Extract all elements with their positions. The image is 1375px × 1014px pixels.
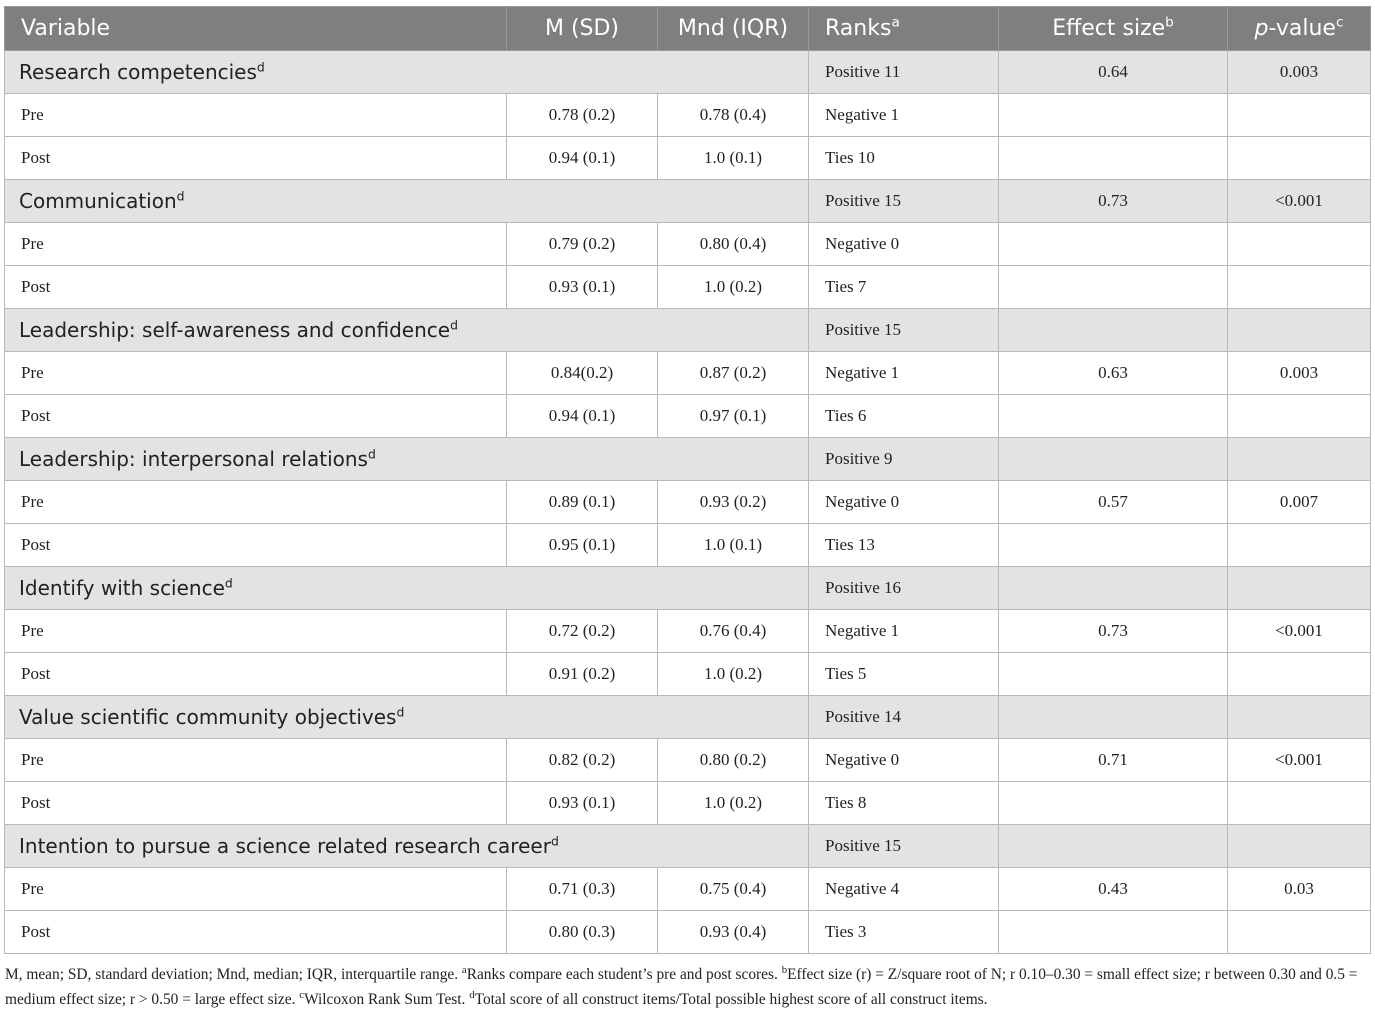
effect-size-cell [999, 438, 1228, 481]
mnd-iqr-cell: 0.93 (0.4) [658, 911, 809, 954]
m-sd-cell: 0.89 (0.1) [507, 481, 658, 524]
p-value-cell [1228, 94, 1371, 137]
group-label [5, 696, 809, 739]
group-label-text: Leadership: self-awareness and confidence [19, 318, 451, 342]
time-cell: Pre [5, 94, 507, 137]
time-cell: Post [5, 137, 507, 180]
effect-size-cell [999, 653, 1228, 696]
m-sd-cell: 0.78 (0.2) [507, 94, 658, 137]
table-row [5, 94, 1371, 137]
effect-size-cell [999, 309, 1228, 352]
group-row [5, 567, 1371, 610]
p-value-cell [1228, 825, 1371, 868]
time-cell: Pre [5, 352, 507, 395]
ranks-cell: Ties 8 [809, 782, 999, 825]
p-value-cell [1228, 911, 1371, 954]
group-label-text: Communication [19, 189, 177, 213]
p-value-cell [1228, 309, 1371, 352]
header-variable: Variable [5, 7, 507, 51]
footnote-marker: d [550, 833, 559, 849]
time-cell: Pre [5, 223, 507, 266]
group-label-text: Identify with science [19, 576, 225, 600]
ranks-cell: Negative 1 [809, 610, 999, 653]
table-row [5, 610, 1371, 653]
group-label [5, 309, 809, 352]
footnote-marker: d [176, 188, 185, 204]
group-label [5, 51, 809, 94]
p-value-cell: <0.001 [1228, 610, 1371, 653]
p-value-cell: 0.003 [1228, 51, 1371, 94]
p-value-cell [1228, 567, 1371, 610]
effect-size-cell: 0.57 [999, 481, 1228, 524]
group-row [5, 825, 1371, 868]
header-effect-size: Effect size$^b$ [999, 7, 1228, 51]
time-cell: Pre [5, 739, 507, 782]
table-row [5, 266, 1371, 309]
group-row [5, 309, 1371, 352]
header-m-sd: M (SD) [507, 7, 658, 51]
mnd-iqr-cell: 1.0 (0.2) [658, 266, 809, 309]
group-label-text: Value scientific community objectives [19, 705, 397, 729]
p-value-cell [1228, 653, 1371, 696]
p-value-cell [1228, 696, 1371, 739]
results-table-container [4, 6, 1370, 954]
effect-size-cell: 0.73 [999, 180, 1228, 223]
group-label-text: Research competencies [19, 60, 257, 84]
p-value-cell: 0.003 [1228, 352, 1371, 395]
effect-size-cell [999, 696, 1228, 739]
results-table [4, 6, 1371, 954]
group-label [5, 180, 809, 223]
header-mnd-iqr: Mnd (IQR) [658, 7, 809, 51]
table-row [5, 352, 1371, 395]
footnote-text: Effect size (r) = Z/square root of N; r 0.10–0.30 = small effect size; r between 0.30 and 0.5 = medium effect size; r > 0.50 = large effect size. [5, 966, 1358, 1008]
group-row [5, 180, 1371, 223]
m-sd-cell: 0.84(0.2) [507, 352, 658, 395]
m-sd-cell: 0.71 (0.3) [507, 868, 658, 911]
group-label-text: Leadership: interpersonal relations [19, 447, 368, 471]
ranks-cell: Positive 11 [809, 51, 999, 94]
p-value-cell: <0.001 [1228, 739, 1371, 782]
table-body [5, 51, 1371, 954]
ranks-cell: Positive 15 [809, 825, 999, 868]
table-row [5, 137, 1371, 180]
effect-size-cell: 0.43 [999, 868, 1228, 911]
m-sd-cell: 0.93 (0.1) [507, 266, 658, 309]
table-row [5, 524, 1371, 567]
effect-size-cell [999, 524, 1228, 567]
m-sd-cell: 0.82 (0.2) [507, 739, 658, 782]
time-cell: Post [5, 911, 507, 954]
footnote-marker: c [1335, 14, 1344, 31]
effect-size-cell: 0.63 [999, 352, 1228, 395]
footnote-marker: b [1165, 14, 1174, 31]
mnd-iqr-cell: 1.0 (0.2) [658, 653, 809, 696]
ranks-cell: Positive 16 [809, 567, 999, 610]
m-sd-cell: 0.94 (0.1) [507, 137, 658, 180]
group-row [5, 438, 1371, 481]
footnote-marker: c [299, 988, 305, 1001]
time-cell: Post [5, 653, 507, 696]
effect-size-cell: 0.71 [999, 739, 1228, 782]
footnote-text: M, mean; SD, standard deviation; Mnd, median; IQR, interquartile range. [5, 966, 462, 983]
group-row [5, 696, 1371, 739]
footnote-marker: d [469, 988, 475, 1001]
header-row [5, 7, 1371, 51]
table-footnote [5, 962, 1371, 1012]
table-row [5, 653, 1371, 696]
ranks-cell: Negative 0 [809, 739, 999, 782]
footnote-text: Total score of all construct items/Total possible highest score of all construct items. [474, 991, 988, 1008]
effect-size-cell [999, 825, 1228, 868]
header-p-value: p-value$^c$ [1228, 7, 1371, 51]
ranks-cell: Ties 6 [809, 395, 999, 438]
effect-size-cell [999, 223, 1228, 266]
p-value-cell: <0.001 [1228, 180, 1371, 223]
table-row [5, 911, 1371, 954]
group-row [5, 51, 1371, 94]
footnote-marker: a [891, 14, 900, 31]
ranks-cell: Negative 4 [809, 868, 999, 911]
ranks-cell: Positive 15 [809, 180, 999, 223]
footnote-text: Wilcoxon Rank Sum Test. [304, 991, 470, 1008]
m-sd-cell: 0.94 (0.1) [507, 395, 658, 438]
mnd-iqr-cell: 0.87 (0.2) [658, 352, 809, 395]
p-value-cell [1228, 524, 1371, 567]
time-cell: Post [5, 524, 507, 567]
footnote-marker: a [461, 963, 467, 976]
effect-size-cell [999, 911, 1228, 954]
ranks-cell: Ties 3 [809, 911, 999, 954]
ranks-cell: Ties 7 [809, 266, 999, 309]
ranks-cell: Ties 5 [809, 653, 999, 696]
ranks-cell: Ties 13 [809, 524, 999, 567]
effect-size-cell [999, 395, 1228, 438]
p-value-cell: 0.007 [1228, 481, 1371, 524]
m-sd-cell: 0.91 (0.2) [507, 653, 658, 696]
m-sd-cell: 0.93 (0.1) [507, 782, 658, 825]
table-row [5, 782, 1371, 825]
header-ranks: Ranks$^a$ [809, 7, 999, 51]
mnd-iqr-cell: 1.0 (0.1) [658, 524, 809, 567]
table-row [5, 739, 1371, 782]
table-row [5, 223, 1371, 266]
ranks-cell: Negative 0 [809, 223, 999, 266]
mnd-iqr-cell: 1.0 (0.2) [658, 782, 809, 825]
mnd-iqr-cell: 0.93 (0.2) [658, 481, 809, 524]
footnote-marker: b [781, 963, 788, 976]
footnote-marker: d [256, 59, 265, 75]
mnd-iqr-cell: 0.80 (0.4) [658, 223, 809, 266]
ranks-cell: Positive 9 [809, 438, 999, 481]
time-cell: Pre [5, 868, 507, 911]
footnote-marker: d [450, 317, 458, 333]
p-value-cell [1228, 782, 1371, 825]
effect-size-cell: 0.64 [999, 51, 1228, 94]
group-label-text: Intention to pursue a science related research career [19, 834, 551, 858]
ranks-cell: Negative 0 [809, 481, 999, 524]
mnd-iqr-cell: 0.76 (0.4) [658, 610, 809, 653]
ranks-cell: Positive 15 [809, 309, 999, 352]
m-sd-cell: 0.95 (0.1) [507, 524, 658, 567]
ranks-cell: Ties 10 [809, 137, 999, 180]
table-row [5, 395, 1371, 438]
mnd-iqr-cell: 0.97 (0.1) [658, 395, 809, 438]
m-sd-cell: 0.79 (0.2) [507, 223, 658, 266]
effect-size-cell [999, 94, 1228, 137]
p-value-cell [1228, 223, 1371, 266]
footnote-marker: d [224, 575, 233, 591]
group-label [5, 825, 809, 868]
p-value-cell [1228, 137, 1371, 180]
time-cell: Post [5, 782, 507, 825]
effect-size-cell [999, 137, 1228, 180]
effect-size-cell: 0.73 [999, 610, 1228, 653]
time-cell: Post [5, 266, 507, 309]
footnote-marker: d [367, 446, 376, 462]
effect-size-cell [999, 567, 1228, 610]
m-sd-cell: 0.80 (0.3) [507, 911, 658, 954]
p-value-cell: 0.03 [1228, 868, 1371, 911]
table-row [5, 868, 1371, 911]
ranks-cell: Positive 14 [809, 696, 999, 739]
p-value-cell [1228, 395, 1371, 438]
time-cell: Pre [5, 481, 507, 524]
footnote-text: Ranks compare each student’s pre and post scores. [466, 966, 782, 983]
group-label [5, 567, 809, 610]
mnd-iqr-cell: 1.0 (0.1) [658, 137, 809, 180]
table-header [5, 7, 1371, 51]
ranks-cell: Negative 1 [809, 94, 999, 137]
mnd-iqr-cell: 0.75 (0.4) [658, 868, 809, 911]
mnd-iqr-cell: 0.80 (0.2) [658, 739, 809, 782]
effect-size-cell [999, 782, 1228, 825]
time-cell: Post [5, 395, 507, 438]
p-value-cell [1228, 266, 1371, 309]
group-label [5, 438, 809, 481]
time-cell: Pre [5, 610, 507, 653]
footnote-marker: d [396, 704, 405, 720]
p-value-cell [1228, 438, 1371, 481]
m-sd-cell: 0.72 (0.2) [507, 610, 658, 653]
mnd-iqr-cell: 0.78 (0.4) [658, 94, 809, 137]
ranks-cell: Negative 1 [809, 352, 999, 395]
effect-size-cell [999, 266, 1228, 309]
table-row [5, 481, 1371, 524]
